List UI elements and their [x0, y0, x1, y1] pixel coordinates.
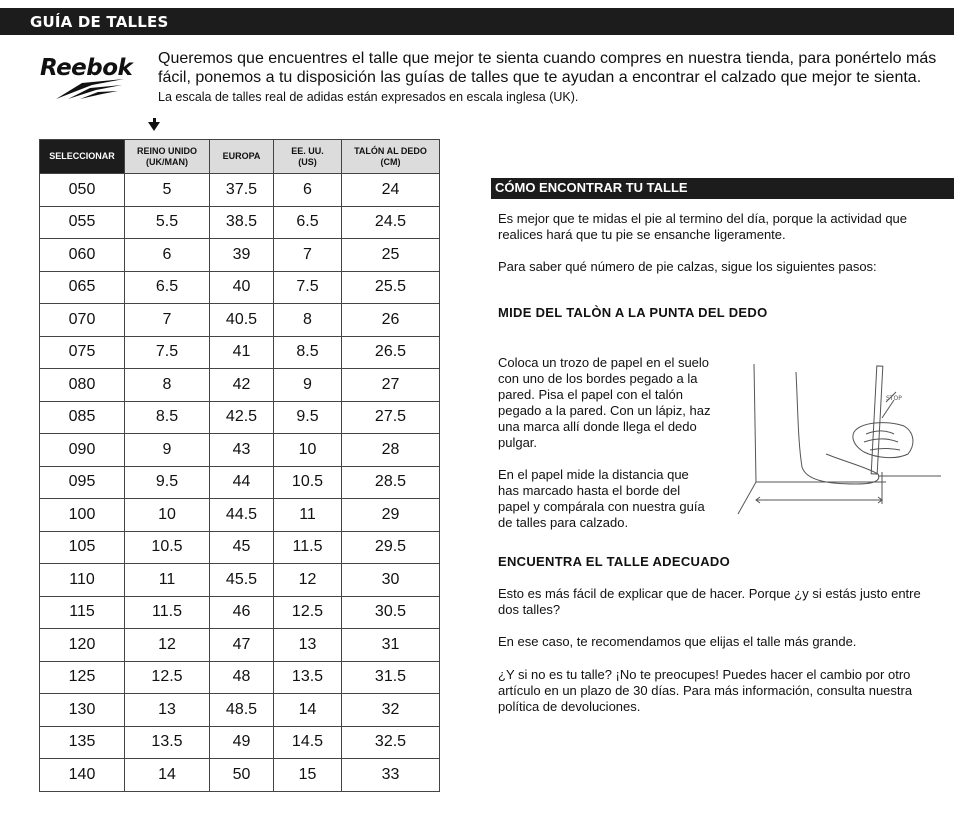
table-row[interactable]	[40, 466, 440, 499]
eu-size-cell: 40	[210, 271, 274, 304]
intro-note: La escala de talles real de adidas están expresados en escala inglesa (UK).	[158, 90, 579, 104]
vector-logo-icon	[52, 77, 126, 101]
table-row[interactable]	[40, 596, 440, 629]
uk-size-cell: 9.5	[125, 466, 210, 499]
uk-size-cell: 6.5	[125, 271, 210, 304]
select-code-cell[interactable]: 125	[40, 661, 125, 694]
eu-size-cell: 40.5	[210, 304, 274, 337]
arrow-down-icon	[148, 122, 160, 131]
header-us: EE. UU. (US)	[274, 140, 342, 174]
eu-size-cell: 43	[210, 434, 274, 467]
uk-size-cell: 11.5	[125, 596, 210, 629]
cm-length-cell: 30	[342, 564, 440, 597]
us-size-cell: 9	[274, 369, 342, 402]
cm-length-cell: 28	[342, 434, 440, 467]
table-row[interactable]	[40, 336, 440, 369]
select-code-cell[interactable]: 060	[40, 239, 125, 272]
select-code-cell[interactable]: 110	[40, 564, 125, 597]
select-code-cell[interactable]: 100	[40, 499, 125, 532]
cm-length-cell: 33	[342, 759, 440, 792]
eu-size-cell: 42.5	[210, 401, 274, 434]
eu-size-cell: 44	[210, 466, 274, 499]
table-row[interactable]	[40, 726, 440, 759]
measure-step-2: En el papel mide la distancia que has marcado hasta el borde del papel y compárala con nuestra guía de talles para calzado.	[498, 467, 705, 530]
table-row[interactable]	[40, 369, 440, 402]
select-code-cell[interactable]: 090	[40, 434, 125, 467]
cm-length-cell: 25	[342, 239, 440, 272]
eu-size-cell: 49	[210, 726, 274, 759]
measure-heading: MIDE DEL TALÒN A LA PUNTA DEL DEDO	[498, 305, 768, 320]
cm-length-cell: 26.5	[342, 336, 440, 369]
cm-length-cell: 32	[342, 694, 440, 727]
cm-length-cell: 25.5	[342, 271, 440, 304]
uk-size-cell: 10	[125, 499, 210, 532]
select-code-cell[interactable]: 075	[40, 336, 125, 369]
eu-size-cell: 50	[210, 759, 274, 792]
eu-size-cell: 47	[210, 629, 274, 662]
guide-paragraph-3: Esto es más fácil de explicar que de hacer. Porque ¿y si estás justo entre dos talles?	[498, 586, 921, 617]
eu-size-cell: 45.5	[210, 564, 274, 597]
cm-length-cell: 24	[342, 174, 440, 207]
size-table	[39, 139, 440, 792]
us-size-cell: 8	[274, 304, 342, 337]
us-size-cell: 7	[274, 239, 342, 272]
table-row[interactable]	[40, 434, 440, 467]
select-code-cell[interactable]: 080	[40, 369, 125, 402]
measure-step-1: Coloca un trozo de papel en el suelo con uno de los bordes pegado a la pared. Pisa el papel con el talón pegado a la pared. Con un lápiz, haz una marca allí donde llega el dedo pulgar.	[498, 355, 711, 450]
select-code-cell[interactable]: 105	[40, 531, 125, 564]
uk-size-cell: 13.5	[125, 726, 210, 759]
uk-size-cell: 7	[125, 304, 210, 337]
select-code-cell[interactable]: 120	[40, 629, 125, 662]
cm-length-cell: 27.5	[342, 401, 440, 434]
select-code-cell[interactable]: 140	[40, 759, 125, 792]
cm-length-cell: 24.5	[342, 206, 440, 239]
section-header-bar	[491, 178, 954, 199]
cm-length-cell: 30.5	[342, 596, 440, 629]
us-size-cell: 6	[274, 174, 342, 207]
select-code-cell[interactable]: 115	[40, 596, 125, 629]
select-code-cell[interactable]: 050	[40, 174, 125, 207]
intro-text	[158, 49, 948, 105]
select-code-cell[interactable]: 095	[40, 466, 125, 499]
cm-length-cell: 26	[342, 304, 440, 337]
select-code-cell[interactable]: 135	[40, 726, 125, 759]
us-size-cell: 13.5	[274, 661, 342, 694]
header-select: SELECCIONAR	[40, 140, 125, 174]
header-bar	[0, 8, 954, 35]
us-size-cell: 9.5	[274, 401, 342, 434]
uk-size-cell: 5.5	[125, 206, 210, 239]
us-size-cell: 10	[274, 434, 342, 467]
table-row[interactable]	[40, 661, 440, 694]
intro-line-1: Queremos que encuentres el talle que mejor te sienta cuando compres en nuestra tienda, para ponértelo más	[158, 50, 937, 67]
select-code-cell[interactable]: 085	[40, 401, 125, 434]
table-row[interactable]	[40, 499, 440, 532]
table-header-row	[40, 140, 440, 174]
eu-size-cell: 41	[210, 336, 274, 369]
table-row[interactable]	[40, 304, 440, 337]
uk-size-cell: 5	[125, 174, 210, 207]
page-title: GUÍA DE TALLES	[30, 13, 169, 31]
eu-size-cell: 45	[210, 531, 274, 564]
us-size-cell: 12.5	[274, 596, 342, 629]
guide-paragraph-2: Para saber qué número de pie calzas, sigue los siguientes pasos:	[498, 259, 877, 274]
us-size-cell: 11	[274, 499, 342, 532]
us-size-cell: 10.5	[274, 466, 342, 499]
cm-length-cell: 27	[342, 369, 440, 402]
table-row[interactable]	[40, 271, 440, 304]
us-size-cell: 8.5	[274, 336, 342, 369]
uk-size-cell: 8.5	[125, 401, 210, 434]
us-size-cell: 7.5	[274, 271, 342, 304]
table-row[interactable]	[40, 206, 440, 239]
table-row[interactable]	[40, 401, 440, 434]
foot-diagram-icon	[736, 362, 946, 517]
eu-size-cell: 39	[210, 239, 274, 272]
eu-size-cell: 44.5	[210, 499, 274, 532]
uk-size-cell: 12.5	[125, 661, 210, 694]
table-row[interactable]	[40, 531, 440, 564]
uk-size-cell: 11	[125, 564, 210, 597]
cm-length-cell: 29	[342, 499, 440, 532]
eu-size-cell: 46	[210, 596, 274, 629]
header-cm: TALÓN AL DEDO (CM)	[342, 140, 440, 174]
guide-paragraph-4: En ese caso, te recomendamos que elijas el talle más grande.	[498, 634, 857, 649]
us-size-cell: 14	[274, 694, 342, 727]
us-size-cell: 11.5	[274, 531, 342, 564]
uk-size-cell: 8	[125, 369, 210, 402]
size-heading: ENCUENTRA EL TALLE ADECUADO	[498, 554, 730, 569]
us-size-cell: 14.5	[274, 726, 342, 759]
eu-size-cell: 48	[210, 661, 274, 694]
table-row[interactable]	[40, 694, 440, 727]
eu-size-cell: 48.5	[210, 694, 274, 727]
uk-size-cell: 14	[125, 759, 210, 792]
section-title: CÓMO ENCONTRAR TU TALLE	[495, 180, 688, 195]
uk-size-cell: 12	[125, 629, 210, 662]
eu-size-cell: 38.5	[210, 206, 274, 239]
select-code-cell[interactable]: 055	[40, 206, 125, 239]
cm-length-cell: 31	[342, 629, 440, 662]
illustration-label: STOP	[886, 395, 902, 402]
us-size-cell: 12	[274, 564, 342, 597]
table-row[interactable]	[40, 759, 440, 792]
guide-paragraph-1: Es mejor que te midas el pie al termino del día, porque la actividad que realices hará que tu pie se ensanche ligeramente.	[498, 211, 908, 242]
us-size-cell: 15	[274, 759, 342, 792]
table-row[interactable]	[40, 629, 440, 662]
table-row[interactable]	[40, 239, 440, 272]
foot-measure-illustration	[736, 362, 946, 522]
us-size-cell: 13	[274, 629, 342, 662]
cm-length-cell: 32.5	[342, 726, 440, 759]
select-code-cell[interactable]: 065	[40, 271, 125, 304]
cm-length-cell: 29.5	[342, 531, 440, 564]
header-uk: REINO UNIDO (UK/MAN)	[125, 140, 210, 174]
uk-size-cell: 9	[125, 434, 210, 467]
reebok-logo	[38, 55, 138, 105]
uk-size-cell: 6	[125, 239, 210, 272]
uk-size-cell: 10.5	[125, 531, 210, 564]
uk-size-cell: 7.5	[125, 336, 210, 369]
us-size-cell: 6.5	[274, 206, 342, 239]
table-row[interactable]	[40, 564, 440, 597]
eu-size-cell: 42	[210, 369, 274, 402]
eu-size-cell: 37.5	[210, 174, 274, 207]
guide-paragraph-5: ¿Y si no es tu talle? ¡No te preocupes! Puedes hacer el cambio por otro artículo en un plazo de 30 días. Para más información, consulta nuestra política de devoluciones.	[498, 667, 913, 714]
intro-line-2: fácil, ponemos a tu disposición las guías de talles que te ayudan a encontrar el calzado que mejor te sienta.	[158, 69, 922, 86]
header-eu: EUROPA	[210, 140, 274, 174]
select-code-cell[interactable]: 070	[40, 304, 125, 337]
select-code-cell[interactable]: 130	[40, 694, 125, 727]
cm-length-cell: 31.5	[342, 661, 440, 694]
logo-wordmark: Reebok	[40, 55, 133, 81]
cm-length-cell: 28.5	[342, 466, 440, 499]
table-row[interactable]	[40, 174, 440, 207]
uk-size-cell: 13	[125, 694, 210, 727]
